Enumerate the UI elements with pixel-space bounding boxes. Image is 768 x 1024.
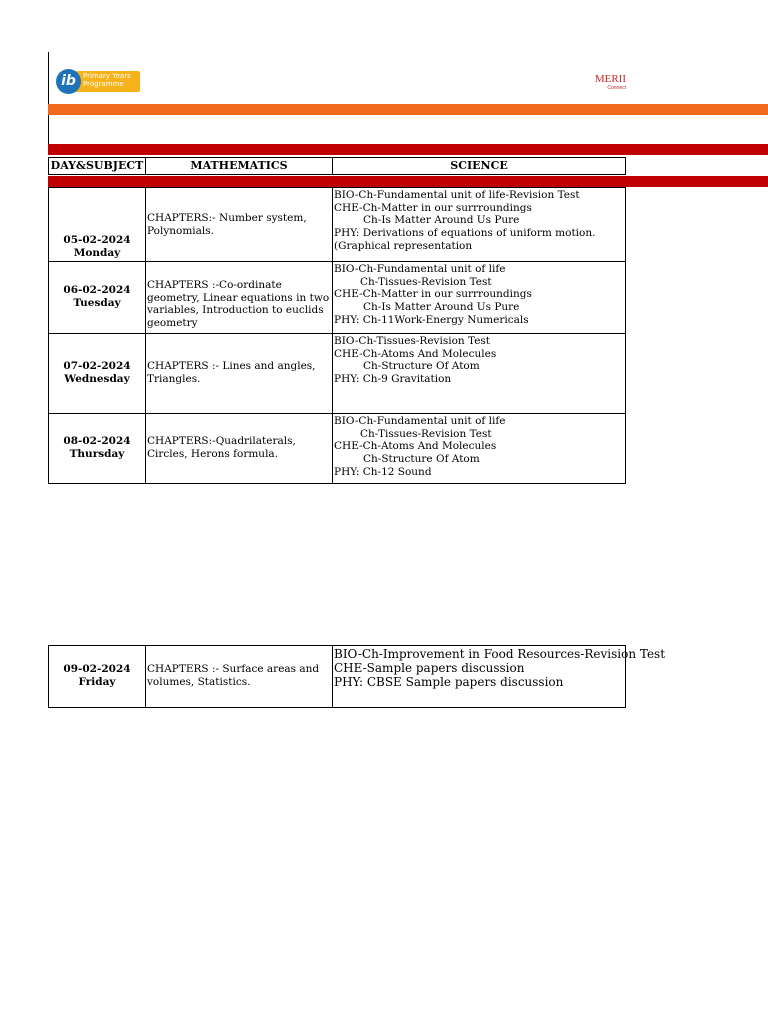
- brand-name: MERII: [594, 73, 626, 85]
- science-phy: PHY: Ch-9 Gravitation: [334, 373, 452, 386]
- science-cell: [332, 261, 626, 334]
- science-che-sub: Ch-Structure Of Atom: [363, 360, 480, 373]
- math-cell: [145, 645, 333, 708]
- left-border-line: [48, 52, 49, 152]
- math-cell: [145, 413, 333, 484]
- science-phy: PHY: Ch-11Work-Energy Numericals: [334, 313, 529, 326]
- day-cell: [48, 645, 146, 708]
- science-cell: [332, 187, 626, 262]
- science-cell: [332, 333, 626, 414]
- day-cell: [48, 333, 146, 414]
- table-row-tuesday: [48, 261, 626, 334]
- weekday-text: Thursday: [69, 448, 125, 460]
- science-bio: BIO-Ch-Improvement in Food Resources-Revision Test: [334, 647, 666, 661]
- date-text: 08-02-2024: [63, 435, 131, 447]
- science-bio: BIO-Ch-Tissues-Revision Test: [334, 335, 491, 347]
- math-cell: [145, 187, 333, 262]
- day-cell: [48, 413, 146, 484]
- school-brand: [590, 74, 626, 91]
- weekday-text: Tuesday: [73, 297, 121, 309]
- science-cell: [332, 413, 626, 484]
- weekday-text: Wednesday: [64, 373, 130, 385]
- table-row-friday: [48, 645, 666, 708]
- science-che: CHE-Ch-Matter in our surrroundings: [334, 201, 532, 214]
- science-che: CHE-Ch-Matter in our surrroundings: [334, 288, 532, 301]
- header-science: SCIENCE: [332, 157, 626, 175]
- date-text: 07-02-2024: [63, 360, 131, 372]
- table-row-wednesday: [48, 333, 626, 414]
- math-chapters: CHAPTERS:- Number system, Polynomials.: [147, 212, 307, 237]
- science-bio: BIO-Ch-Fundamental unit of life: [334, 415, 506, 427]
- header-mathematics: MATHEMATICS: [145, 157, 333, 175]
- science-phy: PHY: CBSE Sample papers discussion: [334, 675, 564, 689]
- science-bio-sub: Ch-Tissues-Revision Test: [360, 275, 492, 288]
- orange-band: [48, 104, 768, 115]
- science-bio-sub: Ch-Tissues-Revision Test: [360, 427, 492, 440]
- logo-text-line2: Programme: [83, 80, 124, 88]
- science-che-sub: Ch-Is Matter Around Us Pure: [363, 301, 520, 314]
- math-chapters: CHAPTERS:-Quadrilaterals, Circles, Herons formula.: [147, 435, 296, 460]
- red-band-top: [48, 144, 768, 155]
- science-che: CHE-Ch-Atoms And Molecules: [334, 440, 497, 453]
- ib-pyp-logo: [56, 69, 142, 95]
- logo-text-line1: Primary Years: [83, 72, 131, 80]
- red-band-bottom: [48, 176, 768, 187]
- science-che: CHE-Ch-Atoms And Molecules: [334, 347, 497, 360]
- math-cell: [145, 333, 333, 414]
- weekday-text: Friday: [78, 676, 116, 688]
- day-cell: [48, 261, 146, 334]
- date-text: 05-02-2024: [63, 234, 131, 246]
- math-chapters: CHAPTERS :-Co-ordinate geometry, Linear equations in two variables, Introduction to euclids geometry: [147, 279, 330, 329]
- math-cell: [145, 261, 333, 334]
- science-che: CHE-Sample papers discussion: [334, 661, 525, 675]
- table-row-thursday: [48, 413, 626, 484]
- table-row-monday: [48, 187, 626, 262]
- ib-logo-icon: ib: [56, 69, 81, 94]
- date-text: 09-02-2024: [63, 663, 131, 675]
- science-che-sub: Ch-Structure Of Atom: [363, 453, 480, 466]
- logo-text: [83, 72, 131, 88]
- header-day-subject: DAY&SUBJECT: [48, 157, 146, 175]
- science-bio: BIO-Ch-Fundamental unit of life-Revision Test: [334, 189, 580, 201]
- science-phy: PHY: Ch-12 Sound: [334, 465, 432, 478]
- math-chapters: CHAPTERS :- Surface areas and volumes, Statistics.: [147, 663, 320, 688]
- science-bio: BIO-Ch-Fundamental unit of life: [334, 263, 506, 275]
- weekday-text: Monday: [73, 247, 121, 259]
- science-cell: [332, 645, 666, 708]
- day-cell: [48, 187, 146, 262]
- brand-subtitle: Connect: [607, 85, 626, 91]
- science-phy: PHY: Derivations of equations of uniform motion.(Graphical representation: [334, 227, 596, 252]
- date-text: 06-02-2024: [63, 284, 131, 296]
- science-che-sub: Ch-Is Matter Around Us Pure: [363, 214, 520, 227]
- math-chapters: CHAPTERS :- Lines and angles, Triangles.: [147, 360, 316, 385]
